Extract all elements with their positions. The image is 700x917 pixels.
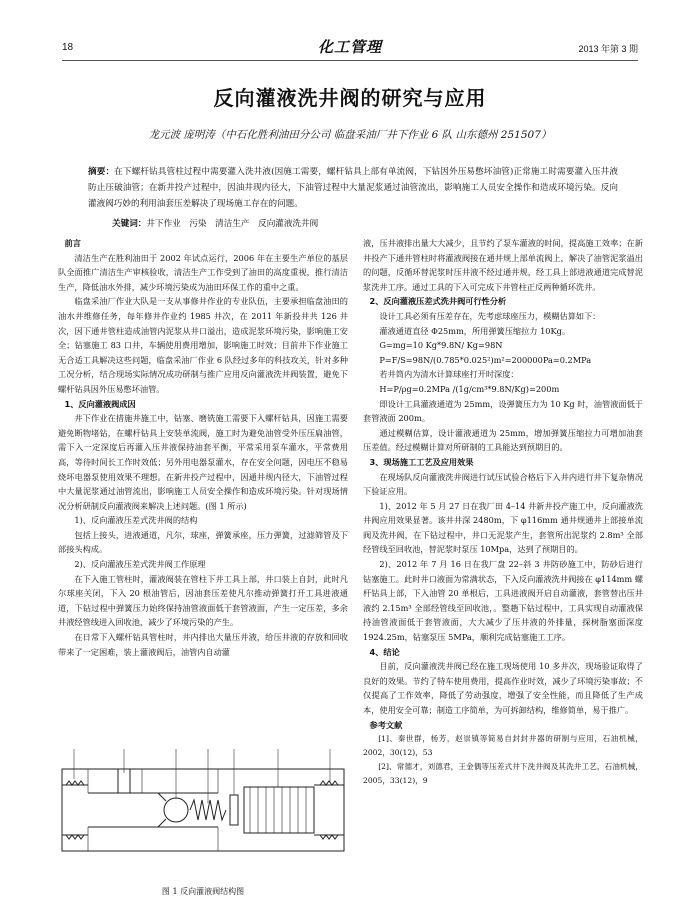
body-paragraph: 灌液通道直径 Φ25mm，所用弹簧压缩拉力 10Kg。 — [379, 325, 571, 336]
section-heading: 4、结论 — [369, 646, 400, 657]
keywords-label: 关键词： — [112, 219, 147, 229]
section-heading: 2、反向灌液压差式洗井阀可行性分析 — [369, 296, 507, 307]
valve-diagram — [58, 735, 348, 885]
body-paragraph: 井下作业在措施井施工中，钻塞、磨铣施工需要下入螺杆钻具，因施工需要避免断物堵钻，在螺杆钻具上安装单流阀，施工时为避免油管受外压压扁油管，需下入一定深度后再灌入压井液保持油套平衡，平常采用泵车灌水，平常费用高，等待时间长工作时效低；另外用电器泵灌水，存在安全问题，因电压不稳易烧坏电器泵使用效果不理想。在新井投产过程中，因通井规内径大，下油管过程中大量泥浆通过油管流出，影响施工人员安全操作和造成环境污染。针对现场情况分析研制反向灌液阀来解决上述问题。(图 1 所示) — [58, 413, 348, 511]
page-header — [62, 36, 638, 61]
abstract — [88, 164, 618, 212]
body-paragraph: 清洁生产在胜利油田于 2002 年试点运行，2006 年在主要生产单位的基层队全面推广清洁生产审核验收，清洁生产工作受到了油田的高度重视，推行清洁生产，降低油水外排，减少环境污染成为油田环保工作的重中之重。 — [58, 252, 348, 292]
body-paragraph: 液，压井液排出量大大减少，且节约了泵车灌液的时间，提高施工效率；在新井投产下通井管柱时将灌液阀接在通井规上部单流阀上，解决了油管泥浆溢出的问题，反循环替泥浆时压井液不经过通井规，经工具上部进液通道完成替泥浆洗井工序。通过工具的下入可完成下井管柱正反两种循环洗井。 — [363, 238, 643, 292]
body-paragraph: P=F/S=98N/(0.785*0.025²)m²=200000Pa=0.2MPa — [379, 354, 592, 365]
page-number: 18 — [62, 42, 74, 53]
upper-joint-thread — [62, 785, 88, 835]
body-paragraph: 在现场队反向灌液洗井阀进行试压试验合格后下入井内进行井下复杂情况下验证应用。 — [363, 471, 643, 497]
body-paragraph: H=P/ρg=0.2MPa /(1g/cm³*9.8N/Kg)=200m — [379, 383, 560, 394]
left-column — [58, 236, 348, 659]
body-paragraph: 1)、反向灌液压差式洗井阀的结构 — [74, 515, 198, 526]
body-paragraph: 2)、2012 年 7 月 16 日在我厂盘 22–斜 3 井防砂施工中，防砂后进行钻塞施工。此时井口液面为常满状态，下入反向灌液洗井阀接在 φ114mm 螺杆钻具上部，下入油管 20 单根后，工具进液阀开启自动灌液，套管替出压井液约 2.15m³ 全部经管线至回收池，。整趟下钻过程中，工具实现自动灌液保持油管液面低于套管液面，大大减少了压井液的外排量，探树脂塞面深度 1924.25m，钻塞泵压 5MPa，顺利完成钻塞施工工序。 — [363, 559, 643, 643]
reference-item: [2]、常德才，刘德君，王金偶等压差式井下洗井阀及其洗井工艺，石油机械，2005，33(12)，9 — [363, 762, 643, 786]
body-paragraph: 目前，反向灌液洗井阀已经在施工现场使用 10 多井次，现场验证取得了良好的效果。节约了特车使用费用，提高作业时效，减少了环境污染事故；不仅提高了工作效率，降低了劳动强度，增强了安全性能，而且降低了生产成本，使用安全可靠；制造工序简单，为可拆卸结构，维修简单，易于推广。 — [363, 661, 643, 715]
body-paragraph: 设计工具必须有压差存在，先考虑球座压力，模糊估算如下： — [379, 310, 601, 321]
keywords — [112, 217, 612, 231]
keywords-text: 井下作业 污染 清洁生产 反向灌液洗井阀 — [146, 219, 319, 229]
journal-name: 化工管理 — [317, 38, 382, 56]
figure-caption: 图 1 反向灌液阀结构图 — [161, 887, 245, 896]
section-heading: 前言 — [64, 238, 81, 248]
section-heading: 1、反向灌液阀成因 — [64, 398, 136, 409]
filter-screen — [244, 787, 314, 833]
body-paragraph: 包括上接头，进液通道，凡尔，球座，弹簧承座，压力弹簧，过滤筛管及下部接头构成。 — [58, 529, 348, 555]
author-line: 龙元波 庞明涛（中石化胜利油田分公司 临盘采油厂井下作业 6 队 山东德州 251507） — [148, 129, 552, 141]
body-paragraph: 临盘采油厂作业大队是一支从事修井作业的专业队伍，主要承担临盘油田的油水井维修任务，每年修井作业约 1985 井次，在 2011 年新投井共 126 井次，因下通井管柱造成油管内泥浆从井口溢出，造成泥浆环境污染，影响施工安全；钻塞施工 83 口井，车辆使用费用增加，影响施工时效；目前井下作业施工无合适工具解决这些问题，临盘采油厂作业 6 队经过多年的科技攻关，针对多种工况分析，结合现场实际情况成功研制与推广应用反向灌液洗井阀装置，避免下螺杆钻具因外压易憋坏油管。 — [58, 296, 348, 394]
lower-joint — [314, 785, 344, 835]
right-column — [363, 236, 643, 788]
check-ball — [164, 798, 188, 822]
spring-seat — [230, 795, 238, 825]
valve-body-outline — [62, 769, 344, 851]
section-heading: 参考文献 — [369, 719, 403, 730]
body-paragraph: 若井筒内为清水计算球座打开时深度： — [379, 369, 519, 380]
body-paragraph: G=mg=10 Kg*9.8N/ Kg=98N — [379, 340, 503, 351]
body-paragraph: 即设计工具灌液通道为 25mm，设弹簧压力为 10 Kg 时，油管液面低于套管液面 200m。 — [363, 398, 643, 424]
reference-item: [1]、秦世群，杨芳，赵崇镇等简易自封封井器的研制与应用，石油机械，2002，30(12)，53 — [363, 734, 643, 758]
paper-title: 反向灌液洗井阀的研究与应用 — [213, 86, 487, 110]
abstract-text: 在下螺杆钻具管柱过程中需要灌入洗井液(因施工需要，螺杆钻具上部有单流阀，下钻因外压易憋坏油管)正常施工时需要灌入压井液防止压破油管；在新井投产过程中，因油井现内径大，下油管过程中大量泥浆通过油管流出，影响施工人员安全操作和造成环境污染。反向灌液阀巧妙的利用油套压差解决了现场施工存在的问题。 — [88, 167, 618, 209]
body-paragraph: 在下入施工管柱时，灌液阀装在管柱下井工具上部，井口装上自封，此时凡尔球座关闭，下入 20 根油管后，因油套压差使凡尔推动弹簧打开工具进液通道，下钻过程中弹簧压力始终保持油管液面低于套管液面，产生一定压差，多余井液经管线进入回收池，减少了环境污染的产生。 — [58, 573, 348, 628]
body-paragraph: 2)、反向灌液压差式洗井阀工作原理 — [74, 559, 206, 570]
section-heading: 3、现场施工工艺及应用效果 — [369, 456, 474, 467]
body-paragraph: 1)、2012 年 5 月 27 日在我厂田 4–14 井新井投产施工中，反向灌液洗井阀应用效果显著。该井井深 2480m，下 φ116mm 通井规通井上部接单流阀及洗井阀，在下钻过程中，井口无泥浆产生，套管所出泥浆约 2.8m³ 全部经管线至回收池，替泥浆时泵压 10Mpa，达到了预期目的。 — [363, 500, 643, 555]
abstract-label: 摘要： — [88, 167, 115, 177]
figure-valve-structure — [58, 735, 348, 885]
body-paragraph: 通过模糊估算，设计灌液通道为 25mm，增加弹簧压缩拉力可增加油套压差值。经过模糊计算对所研制的工具能达到预期目的。 — [363, 427, 643, 453]
body-paragraph: 在日常下入螺杆钻具管柱时，井内排出大量压井液，给压井液的存放和回收带来了一定困难，装上灌液阀后，油管内自动灌 — [58, 632, 348, 657]
issue-label: 2013 年第 3 期 — [578, 44, 638, 54]
